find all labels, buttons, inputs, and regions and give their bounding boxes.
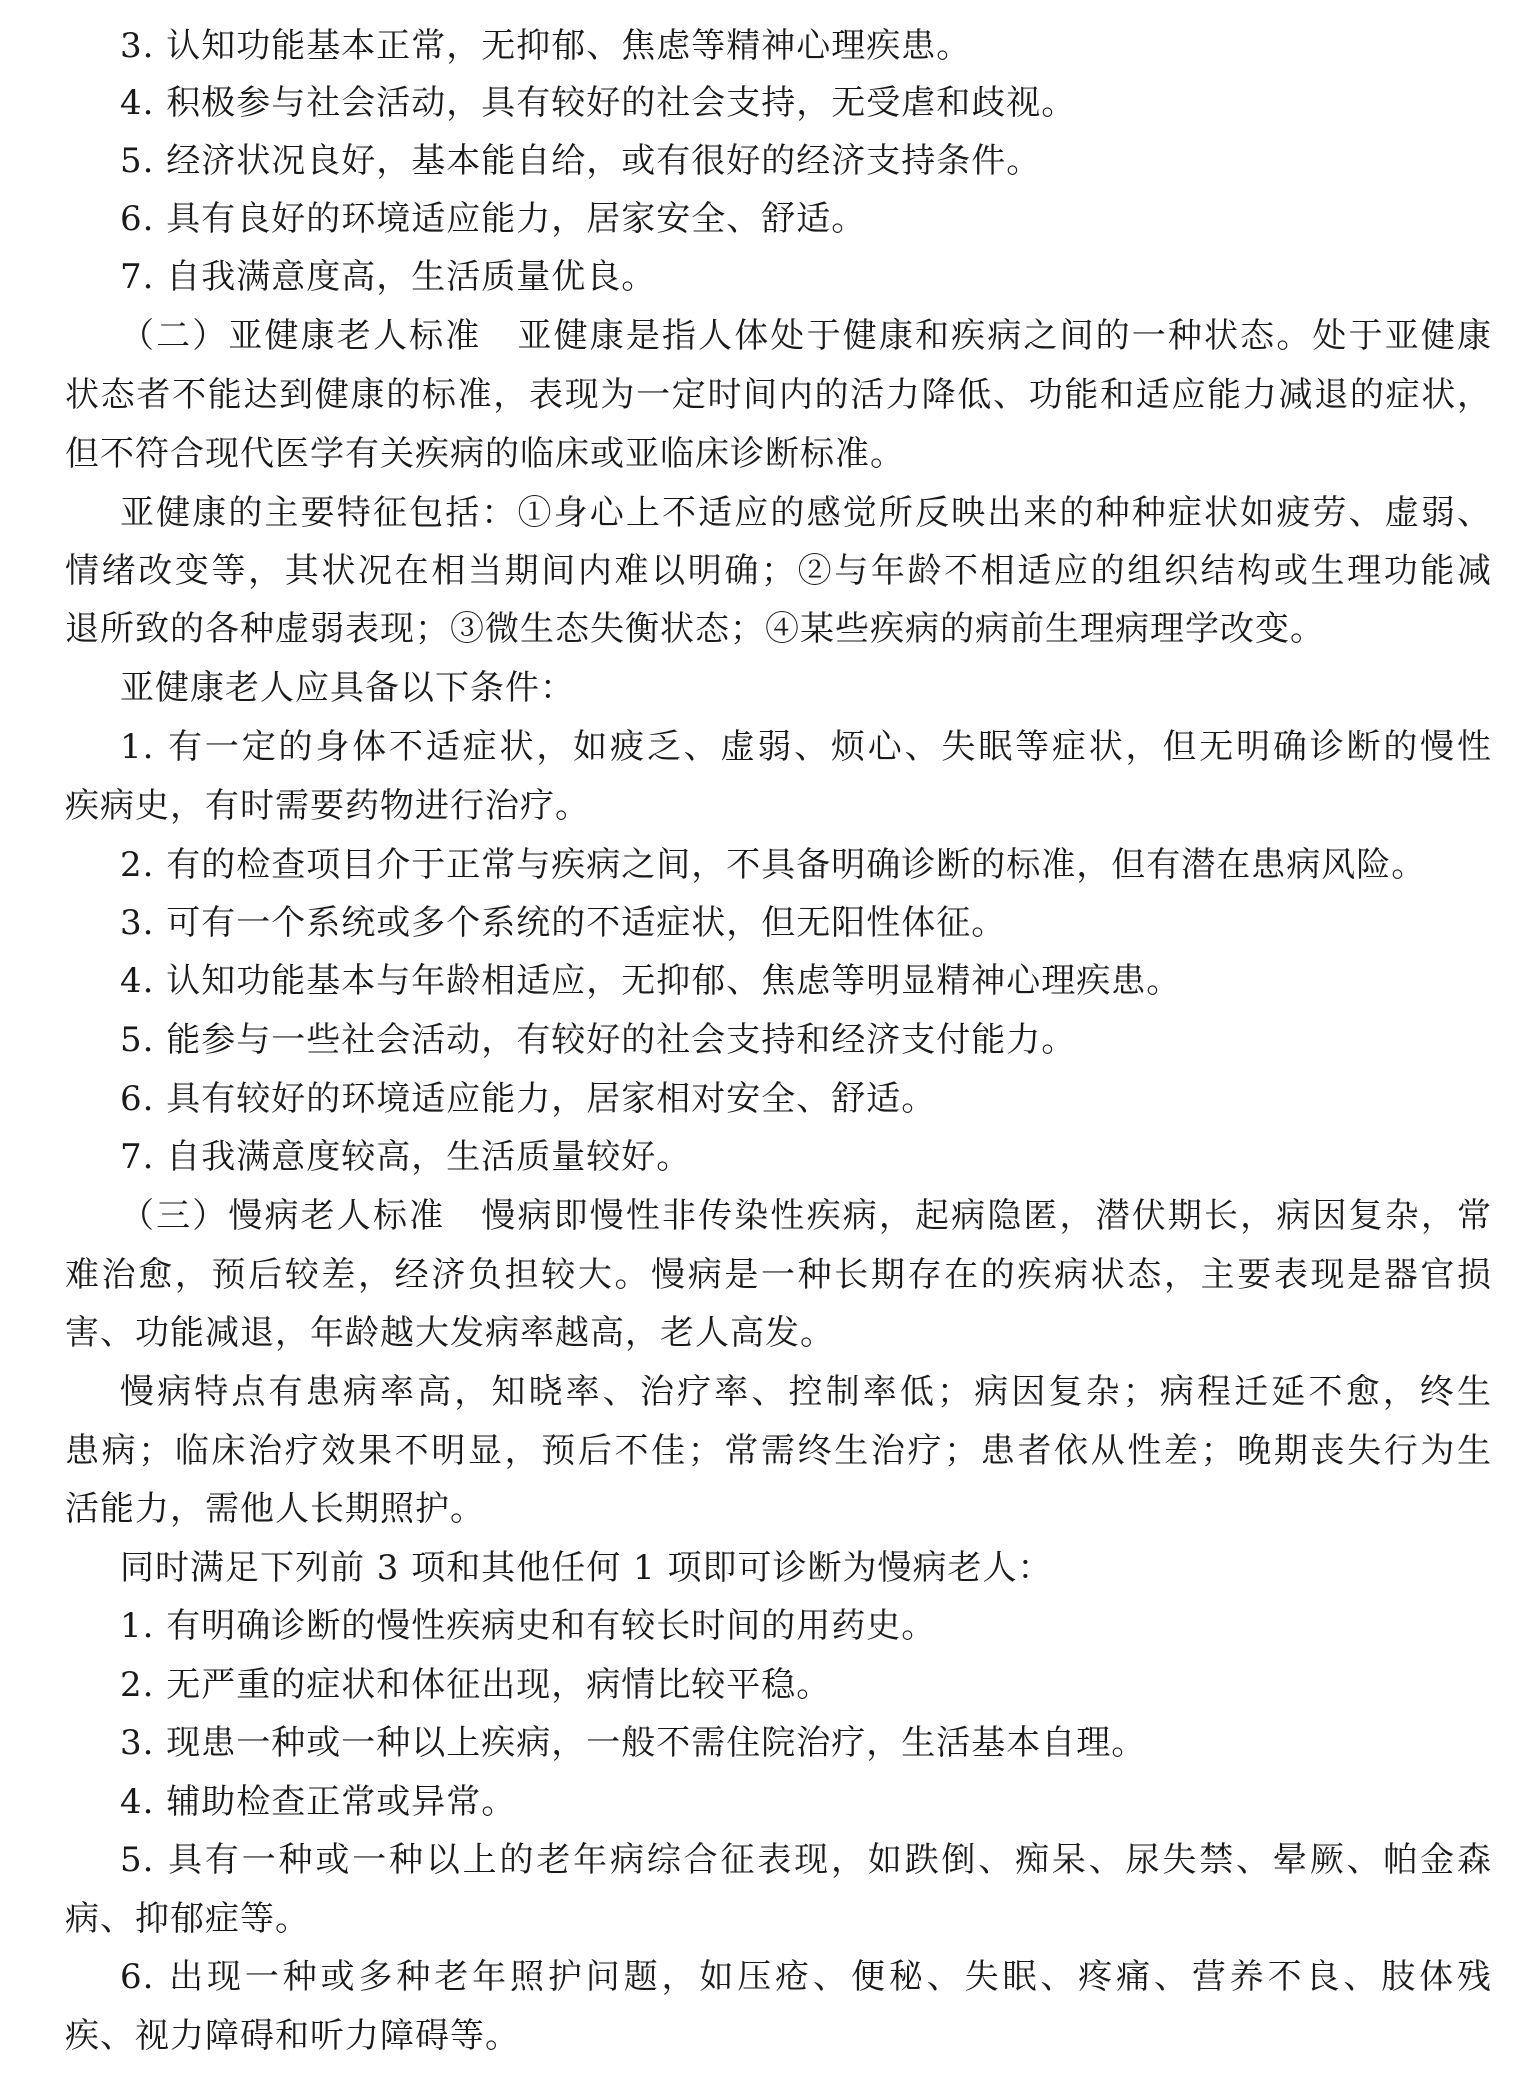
text-line: 状态者不能达到健康的标准，表现为一定时间内的活力降低、功能和适应能力减退的症状， [65, 375, 1492, 415]
text-line: 亚健康老人应具备以下条件： [120, 668, 575, 708]
text-line: 3. 认知功能基本正常，无抑郁、焦虑等精神心理疾患。 [120, 26, 972, 66]
text-line: 6. 具有较好的环境适应能力，居家相对安全、舒适。 [120, 1079, 937, 1119]
text-line: 但不符合现代医学有关疾病的临床或亚临床诊断标准。 [65, 434, 905, 474]
text-line: 7. 自我满意度较高，生活质量较好。 [120, 1137, 692, 1177]
text-line: 6. 出现一种或多种老年照护问题，如压疮、便秘、失眠、疼痛、营养不良、肢体残 [120, 1957, 1492, 1997]
text-line: 疾病史，有时需要药物进行治疗。 [65, 786, 590, 826]
text-line: 2. 无严重的症状和体征出现，病情比较平稳。 [120, 1665, 832, 1705]
text-line: 3. 可有一个系统或多个系统的不适症状，但无阳性体征。 [120, 903, 1007, 943]
text-line: 4. 积极参与社会活动，具有较好的社会支持，无受虐和歧视。 [120, 83, 1077, 123]
text-line: 退所致的各种虚弱表现；③微生态失衡状态；④某些疾病的病前生理病理学改变。 [65, 609, 1325, 649]
text-line: 慢病特点有患病率高，知晓率、治疗率、控制率低；病因复杂；病程迁延不愈，终生 [120, 1372, 1492, 1412]
text-line: 疾、视力障碍和听力障碍等。 [65, 2016, 520, 2056]
text-line: 6. 具有良好的环境适应能力，居家安全、舒适。 [120, 199, 867, 239]
text-line: 患病；临床治疗效果不明显，预后不佳；常需终生治疗；患者依从性差；晚期丧失行为生 [65, 1431, 1492, 1471]
text-line: 同时满足下列前 3 项和其他任何 1 项即可诊断为慢病老人： [120, 1548, 1053, 1588]
text-line: 4. 辅助检查正常或异常。 [120, 1782, 517, 1822]
text-line: 1. 有明确诊断的慢性疾病史和有较长时间的用药史。 [120, 1606, 937, 1646]
text-line: 害、功能减退，年龄越大发病率越高，老人高发。 [65, 1313, 835, 1353]
text-line: 亚健康的主要特征包括：①身心上不适应的感觉所反映出来的种种症状如疲劳、虚弱、 [120, 493, 1492, 533]
text-line: 3. 现患一种或一种以上疾病，一般不需住院治疗，生活基本自理。 [120, 1723, 1147, 1763]
text-line: 4. 认知功能基本与年龄相适应，无抑郁、焦虑等明显精神心理疾患。 [120, 961, 1182, 1001]
text-line: 情绪改变等，其状况在相当期间内难以明确；②与年龄不相适应的组织结构或生理功能减 [65, 551, 1492, 591]
text-line: （二）亚健康老人标准 亚健康是指人体处于健康和疾病之间的一种状态。处于亚健康 [120, 316, 1492, 356]
text-line: 5. 经济状况良好，基本能自给，或有很好的经济支持条件。 [120, 141, 1042, 181]
text-line: 2. 有的检查项目介于正常与疾病之间，不具备明确诊断的标准，但有潜在患病风险。 [120, 845, 1427, 885]
text-line: （三）慢病老人标准 慢病即慢性非传染性疾病，起病隐匿，潜伏期长，病因复杂，常 [120, 1196, 1492, 1236]
text-line: 1. 有一定的身体不适症状，如疲乏、虚弱、烦心、失眠等症状，但无明确诊断的慢性 [120, 727, 1492, 767]
text-line: 难治愈，预后较差，经济负担较大。慢病是一种长期存在的疾病状态，主要表现是器官损 [65, 1255, 1492, 1295]
text-line: 病、抑郁症等。 [65, 1899, 310, 1939]
text-line: 活能力，需他人长期照护。 [65, 1489, 485, 1529]
text-line: 5. 具有一种或一种以上的老年病综合征表现，如跌倒、痴呆、尿失禁、晕厥、帕金森 [120, 1840, 1492, 1880]
text-line: 7. 自我满意度高，生活质量优良。 [120, 257, 657, 297]
text-line: 5. 能参与一些社会活动，有较好的社会支持和经济支付能力。 [120, 1020, 1077, 1060]
